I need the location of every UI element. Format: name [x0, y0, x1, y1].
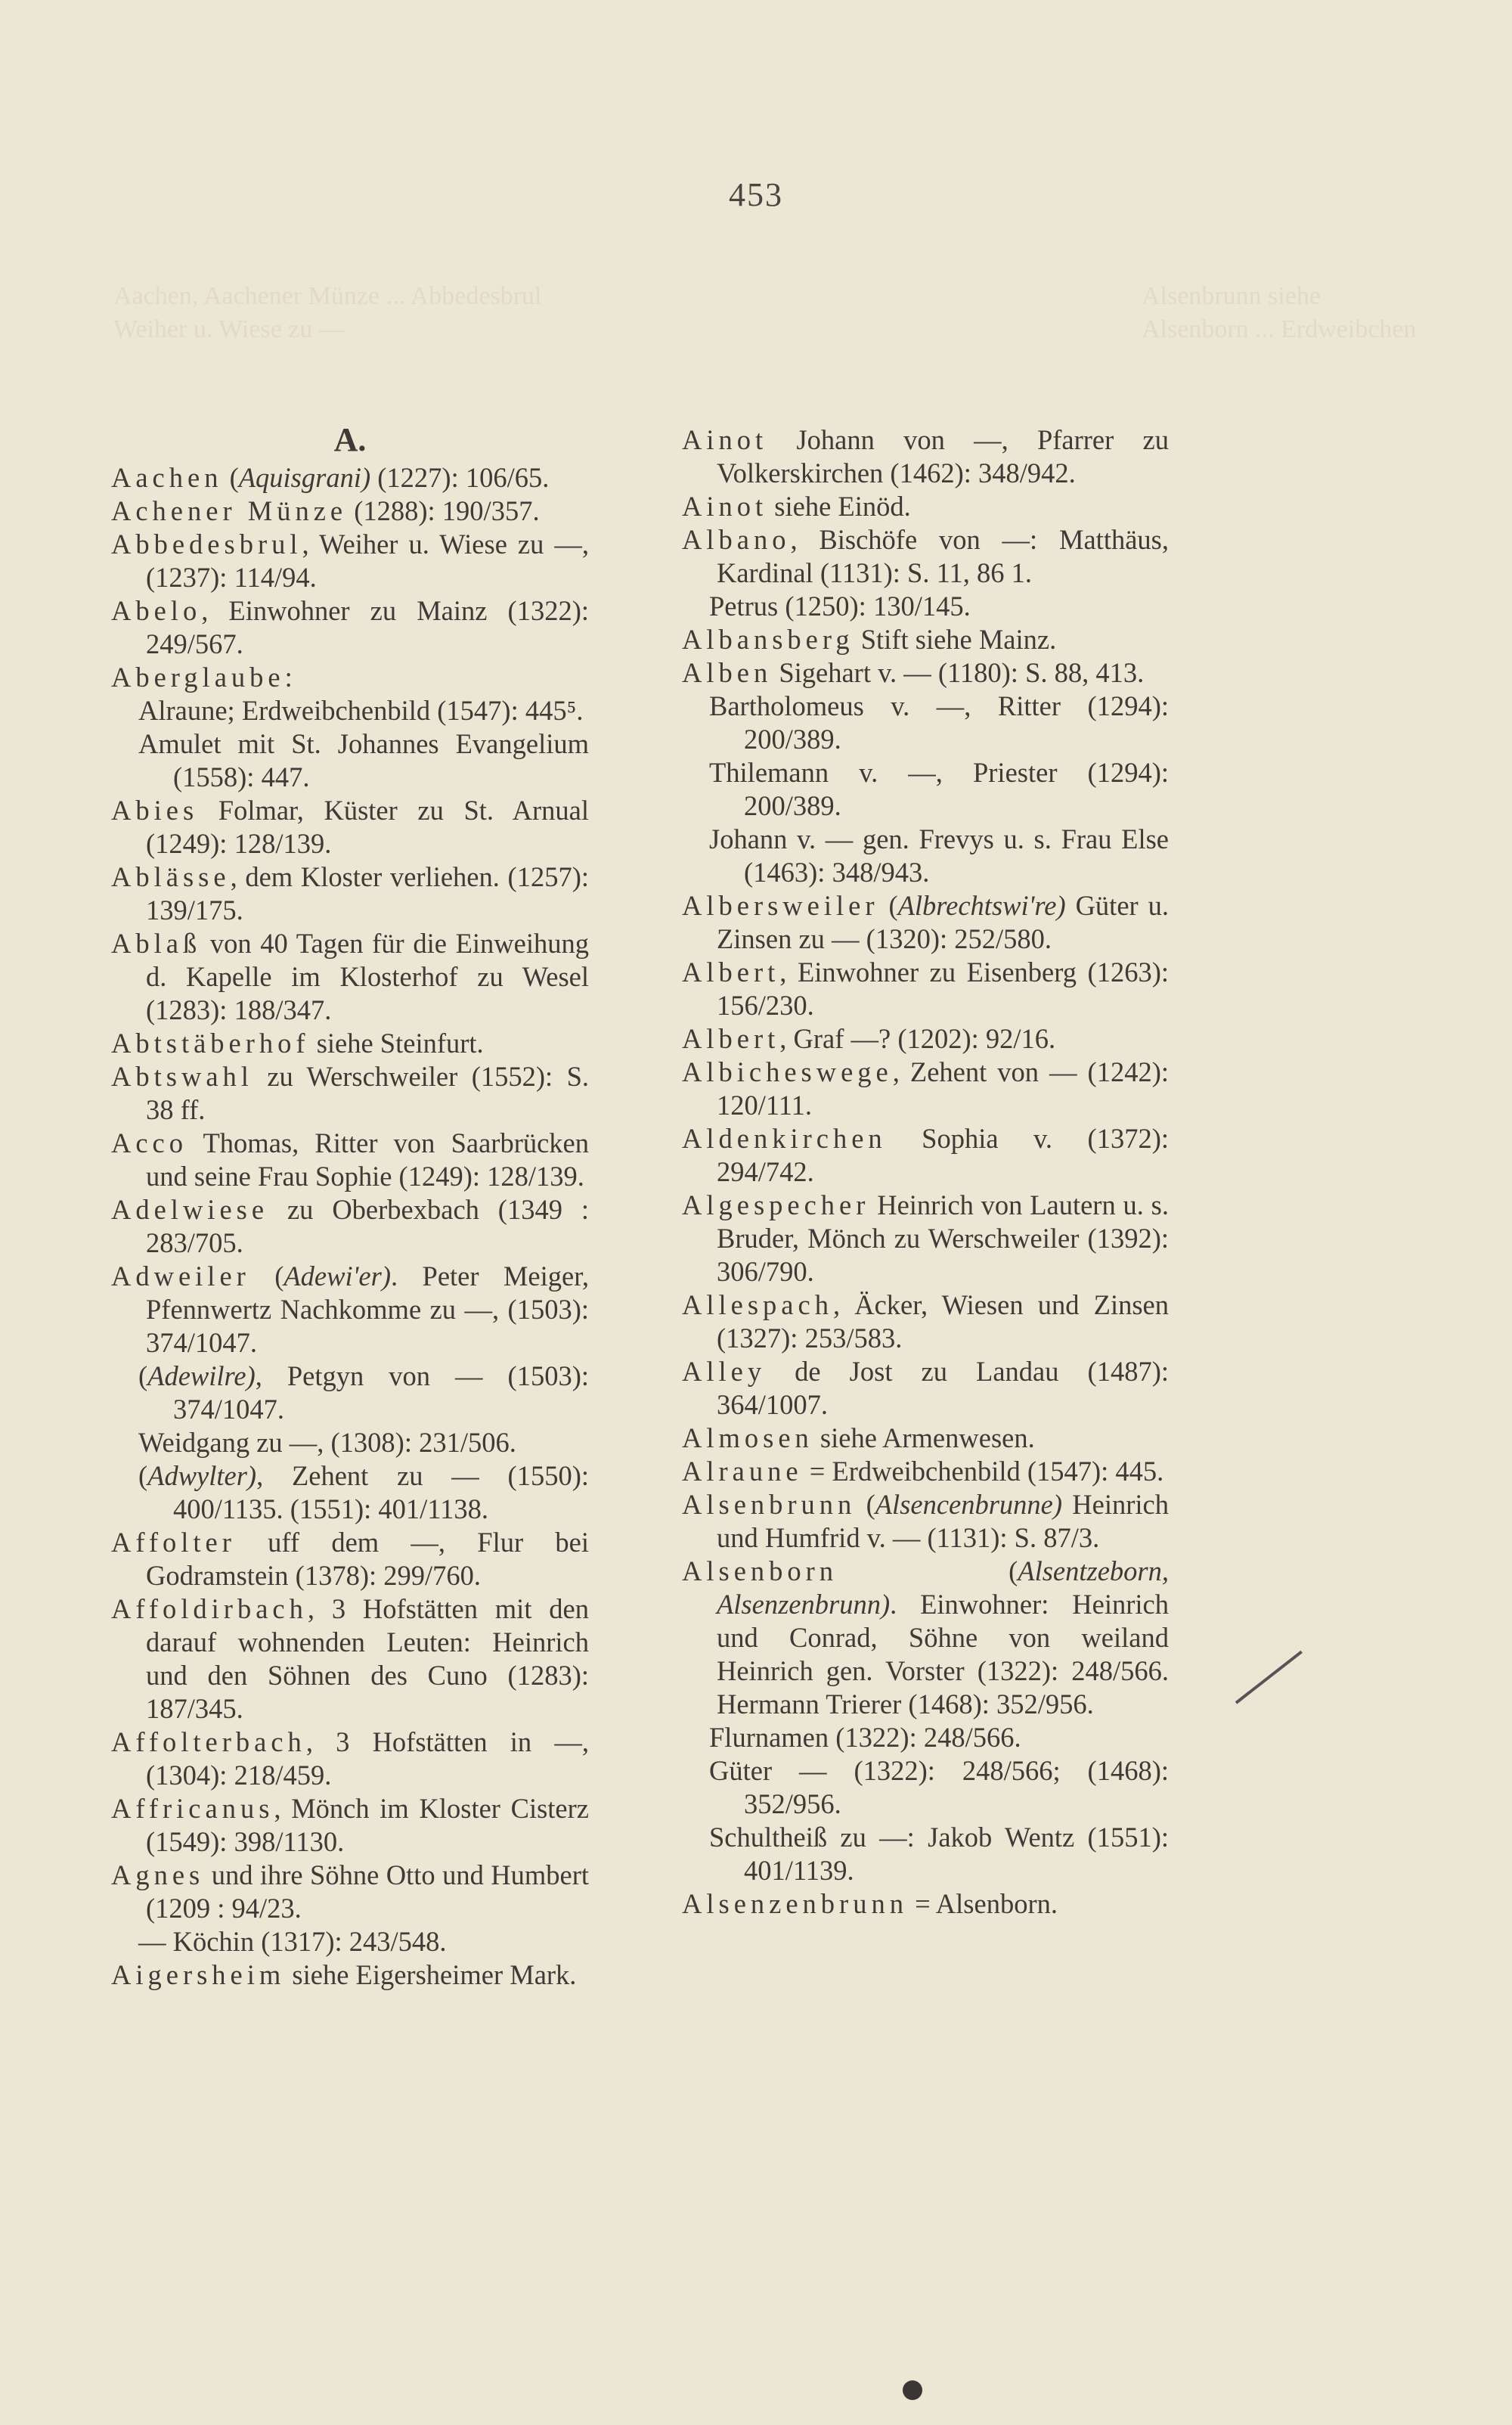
- index-subentry: [682, 756, 1169, 823]
- entry-text: Johann von —, Pfarrer zu Volkerskirchen (1462): 348/942.: [717, 424, 1169, 488]
- index-subentry: [682, 1821, 1169, 1887]
- index-subentry: [682, 690, 1169, 756]
- index-column-left: [111, 423, 589, 1992]
- entry-keyword: Abtstäberhof: [111, 1028, 310, 1059]
- ink-blot: [903, 2380, 922, 2400]
- entry-keyword: Affoldirbach: [111, 1593, 308, 1624]
- entry-text: de Jost zu Landau (1487): 364/1007.: [717, 1356, 1169, 1420]
- index-entry: [111, 861, 589, 927]
- index-subentry: [111, 1459, 589, 1526]
- entry-text: , 3 Hofstätten in —, (1304): 218/459.: [146, 1726, 589, 1791]
- entry-text: (: [222, 462, 239, 493]
- index-entry: [682, 1455, 1169, 1488]
- entry-text: :: [284, 662, 293, 693]
- entry-keyword: Albansberg: [682, 624, 854, 655]
- index-entry: [682, 1022, 1169, 1056]
- entry-keyword: Abelo: [111, 595, 202, 626]
- subentry-text: Schultheiß zu —: Jakob Wentz (1551): 401/1139.: [709, 1822, 1169, 1886]
- subentry-text: Güter — (1322): 248/566; (1468): 352/956.: [709, 1755, 1169, 1819]
- entry-reference: Heinrich und Humfrid v. — (1131): S. 87/3.: [717, 1489, 1170, 1553]
- subentry-reference: , Petgyn von — (1503): 374/1047.: [173, 1360, 589, 1425]
- entry-keyword: Adelwiese: [111, 1194, 269, 1225]
- index-subentry: [111, 1925, 589, 1958]
- index-entry: [111, 661, 589, 694]
- entry-keyword: Almosen: [682, 1422, 813, 1453]
- subentry-text: Petrus (1250): 130/145.: [709, 591, 971, 622]
- entry-text: Heinrich von Lautern u. s. Bruder, Mönch zu Werschweiler (1392): 306/790.: [717, 1189, 1169, 1287]
- entry-keyword: Aldenkirchen: [682, 1123, 887, 1154]
- pencil-mark: [1235, 1651, 1303, 1704]
- entry-keyword: Albert: [682, 957, 780, 988]
- entry-variant: Alsencenbrunne): [875, 1489, 1063, 1520]
- index-entry: [111, 495, 589, 528]
- index-subentry: [682, 590, 1169, 623]
- entry-text: Sigehart v. — (1180): S. 88, 413.: [772, 657, 1145, 688]
- entry-keyword: Abbedesbrul: [111, 529, 302, 560]
- index-entry: [682, 1189, 1169, 1288]
- entry-keyword: Alley: [682, 1356, 767, 1387]
- entry-text: , Graf —? (1202): 92/16.: [779, 1023, 1056, 1054]
- subentry-text: (: [138, 1360, 148, 1391]
- index-entry: [111, 927, 589, 1027]
- subentry-variant: Adewilre): [147, 1360, 256, 1391]
- entry-text: = Erdweibchenbild (1547): 445.: [802, 1456, 1164, 1487]
- subentry-text: — Köchin (1317): 243/548.: [138, 1926, 447, 1957]
- entry-keyword: Agnes: [111, 1859, 205, 1890]
- bleed-line: Alsenbrunn siehe: [1142, 282, 1321, 310]
- entry-text: Sophia v. (1372): 294/742.: [717, 1123, 1169, 1187]
- index-entry: [682, 1422, 1169, 1455]
- subentry-text: Bartholomeus v. —, Ritter (1294): 200/389.: [709, 690, 1169, 755]
- bleed-line: Aachen, Aachener Münze ... Abbedesbrul: [113, 282, 542, 310]
- index-entry: [111, 1726, 589, 1792]
- index-entry: [111, 1260, 589, 1360]
- entry-keyword: Ablässe: [111, 861, 231, 892]
- entry-text: , Einwohner zu Mainz (1322): 249/567.: [146, 595, 589, 659]
- entry-text: Folmar, Küster zu St. Arnual (1249): 128/139.: [146, 795, 589, 859]
- entry-keyword: Alsenzenbrunn: [682, 1888, 908, 1919]
- index-entry: [682, 656, 1169, 690]
- index-entry: [111, 528, 589, 594]
- index-entry: [111, 1027, 589, 1060]
- entry-text: , Weiher u. Wiese zu —, (1237): 114/94.: [146, 529, 589, 593]
- index-entry: [111, 461, 589, 495]
- index-entry: [111, 594, 589, 661]
- index-entry: [682, 1288, 1169, 1355]
- entry-text: von 40 Tagen für die Einweihung d. Kapelle im Klosterhof zu Wesel (1283): 188/347.: [146, 928, 589, 1025]
- bleed-through-left: [113, 280, 541, 346]
- index-entry: [682, 1122, 1169, 1189]
- index-entry: [111, 1592, 589, 1726]
- index-entry: [111, 1859, 589, 1925]
- index-subentry: [111, 1426, 589, 1459]
- index-subentry: [111, 727, 589, 794]
- index-entry: [682, 956, 1169, 1022]
- index-entry: [111, 1060, 589, 1127]
- entry-keyword: Acco: [111, 1127, 188, 1158]
- entry-keyword: Affolter: [111, 1527, 236, 1558]
- subentry-text: Amulet mit St. Johannes Evangelium (1558): 447.: [138, 728, 589, 792]
- index-entry: [682, 423, 1169, 490]
- entry-text: = Alsenborn.: [907, 1888, 1058, 1919]
- bleed-line: Weiher u. Wiese zu —: [113, 315, 345, 343]
- entry-text: , 3 Hofstätten mit den darauf wohnenden Leuten: Heinrich und den Söhnen des Cuno (1283): 187/345.: [146, 1593, 589, 1724]
- entry-text: (1288): 190/357.: [347, 495, 540, 526]
- index-subentry: [682, 823, 1169, 889]
- index-entry: [111, 1127, 589, 1193]
- entry-reference: Güter u. Zinsen zu — (1320): 252/580.: [717, 890, 1169, 954]
- entry-keyword: Ablaß: [111, 928, 202, 959]
- entry-text: , Mönch im Kloster Cisterz (1549): 398/1130.: [146, 1793, 589, 1857]
- entry-text: siehe Einöd.: [767, 491, 911, 522]
- entry-text: zu Oberbexbach (1349 : 283/705.: [146, 1194, 589, 1258]
- entry-variant: Albrechtswi're): [897, 890, 1066, 921]
- entry-keyword: Alsenbrunn: [682, 1489, 857, 1520]
- entry-keyword: Alben: [682, 657, 773, 688]
- entry-reference: (1227): 106/65.: [370, 462, 550, 493]
- entry-text: siehe Armenwesen.: [813, 1422, 1035, 1453]
- entry-variant: Aquisgrani): [238, 462, 371, 493]
- bleed-through-right: [1142, 280, 1417, 346]
- entry-text: (: [838, 1555, 1018, 1586]
- entry-keyword: Albicheswege: [682, 1056, 893, 1087]
- subentry-text: Weidgang zu —, (1308): 231/506.: [138, 1427, 516, 1458]
- entry-keyword: Allespach: [682, 1289, 833, 1320]
- entry-keyword: Albano: [682, 524, 791, 555]
- index-entry: [682, 1056, 1169, 1122]
- index-entry: [682, 1355, 1169, 1422]
- entry-variant: Adewi'er): [284, 1261, 391, 1292]
- entry-keyword: Ainot: [682, 491, 768, 522]
- index-subentry: [111, 1360, 589, 1426]
- entry-text: , Zehent von — (1242): 120/111.: [717, 1056, 1169, 1121]
- index-entry: [111, 1792, 589, 1859]
- entry-keyword: Abies: [111, 795, 199, 826]
- index-entry: [682, 1488, 1169, 1555]
- subentry-text: Flurnamen (1322): 248/566.: [709, 1722, 1021, 1753]
- entry-reference: . Peter Meiger, Pfennwertz Nachkomme zu —, (1503): 374/1047.: [146, 1261, 590, 1358]
- index-subentry: [682, 1754, 1169, 1821]
- entry-keyword: Achener Münze: [111, 495, 348, 526]
- entry-keyword: Algespecher: [682, 1189, 870, 1220]
- entry-text: (: [249, 1261, 284, 1292]
- entry-keyword: Aachen: [111, 462, 223, 493]
- subentry-text: Johann v. — gen. Frevys u. s. Frau Else (1463): 348/943.: [709, 823, 1169, 888]
- entry-keyword: Alsenborn: [682, 1555, 838, 1586]
- entry-keyword: Alraune: [682, 1456, 803, 1487]
- index-entry: [682, 490, 1169, 523]
- entry-text: , Äcker, Wiesen und Zinsen (1327): 253/583.: [717, 1289, 1169, 1354]
- entry-text: siehe Steinfurt.: [309, 1028, 484, 1059]
- entry-keyword: Affolterbach: [111, 1726, 306, 1757]
- subentry-text: (: [138, 1460, 148, 1491]
- entry-reference: . Einwohner: Heinrich und Conrad, Söhne von weiland Heinrich gen. Vorster (1322): 248/566. Hermann Trierer (1468): 352/956.: [717, 1589, 1169, 1720]
- entry-text: , dem Kloster verliehen. (1257): 139/175.: [146, 861, 589, 926]
- index-column-right: [682, 423, 1169, 1921]
- index-entry: [111, 1526, 589, 1592]
- index-entry: [682, 1555, 1169, 1721]
- index-entry: [682, 623, 1169, 656]
- entry-text: und ihre Söhne Otto und Humbert (1209 : 94/23.: [146, 1859, 589, 1924]
- index-entry: [111, 1958, 589, 1992]
- page-number: 453: [729, 176, 783, 213]
- entry-keyword: Ainot: [682, 424, 768, 455]
- index-entry: [682, 1887, 1169, 1921]
- entry-text: Thomas, Ritter von Saarbrücken und seine Frau Sophie (1249): 128/139.: [146, 1127, 589, 1192]
- entry-text: (: [878, 890, 898, 921]
- subentry-variant: Adwylter): [147, 1460, 257, 1491]
- bleed-line: Alsenborn ... Erdweibchen: [1142, 315, 1417, 343]
- entry-keyword: Aigersheim: [111, 1959, 286, 1990]
- entry-keyword: Albersweiler: [682, 890, 879, 921]
- index-entry: [682, 889, 1169, 956]
- entry-text: zu Werschweiler (1552): S. 38 ff.: [146, 1061, 589, 1125]
- index-entry: [682, 523, 1169, 590]
- subentry-text: Thilemann v. —, Priester (1294): 200/389.: [709, 757, 1169, 821]
- entry-text: Stift siehe Mainz.: [854, 624, 1057, 655]
- subentry-reference: , Zehent zu — (1550): 400/1135. (1551): 401/1138.: [173, 1460, 589, 1524]
- entry-keyword: Abtswahl: [111, 1061, 253, 1092]
- section-letter: A.: [333, 421, 367, 458]
- entry-text: (: [856, 1489, 875, 1520]
- index-entry: [111, 1193, 589, 1260]
- entry-variant: Alsentzeborn, Alsenzenbrunn): [717, 1555, 1169, 1620]
- index-subentry: [682, 1721, 1169, 1754]
- entry-keyword: Albert: [682, 1023, 780, 1054]
- index-entry: [111, 794, 589, 861]
- entry-text: , Bischöfe von —: Matthäus, Kardinal (1131): S. 11, 86 1.: [717, 524, 1169, 588]
- entry-text: uff dem —, Flur bei Godramstein (1378): 299/760.: [146, 1527, 589, 1591]
- entry-text: siehe Eigersheimer Mark.: [285, 1959, 577, 1990]
- entry-text: , Einwohner zu Eisenberg (1263): 156/230.: [717, 957, 1169, 1021]
- subentry-text: Alraune; Erdweibchenbild (1547): 445⁵.: [138, 695, 584, 726]
- entry-keyword: Aberglaube: [111, 662, 285, 693]
- index-subentry: [111, 694, 589, 727]
- entry-keyword: Adweiler: [111, 1261, 250, 1292]
- entry-keyword: Affricanus: [111, 1793, 274, 1824]
